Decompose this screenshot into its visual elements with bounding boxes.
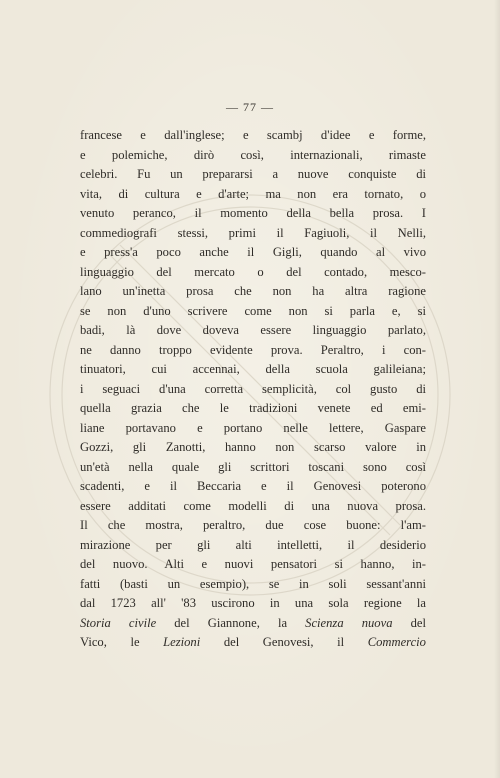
text-line: Il che mostra, peraltro, due cose buone: l'am-: [80, 518, 426, 532]
page-edge-shadow: [494, 0, 500, 778]
text-line-mixed: [80, 614, 426, 634]
text-line: liane portavano e portano nelle lettere, Gaspare: [80, 420, 426, 435]
line-text: Vico, le: [80, 635, 164, 649]
line-text: del Genovesi, il: [200, 635, 368, 649]
text-line: badi, là dove doveva essere linguaggio parlato,: [80, 323, 426, 337]
text-line: fatti (basti un esempio), se in soli sessant'anni: [80, 576, 426, 591]
line-text: del: [392, 615, 426, 630]
text-line: un'età nella quale gli scrittori toscani sono così: [80, 459, 426, 474]
text-line: linguaggio del mercato o del contado, mesco-: [80, 264, 426, 279]
line-text: del Giannone, la: [156, 615, 306, 630]
italic-title: Storia civile: [80, 615, 157, 630]
text-line: ne danno troppo evidente prova. Peraltro, i con-: [80, 342, 426, 357]
text-line: quella grazia che le tradizioni venete ed emi-: [80, 401, 426, 415]
text-line: e polemiche, dirò così, internazionali, rimaste: [80, 147, 426, 162]
text-line: commediografi stessi, primi il Fagiuoli, il Nelli,: [80, 225, 426, 240]
text-line: tinuatori, cui accennai, della scuola galileiana;: [80, 362, 426, 376]
text-line: francese e dall'inglese; e scambj d'idee e forme,: [80, 128, 426, 142]
italic-title: Commercio: [367, 635, 426, 649]
text-line: lano un'inetta prosa che non ha altra ragione: [80, 284, 426, 298]
text-line: i seguaci d'una corretta semplicità, col gusto di: [80, 381, 426, 396]
text-line: se non d'uno scrivere come non si parla e, si: [80, 303, 426, 318]
text-line: e press'a poco anche il Gigli, quando al vivo: [80, 245, 426, 259]
text-line: essere additati come modelli di una nuova prosa.: [80, 498, 426, 513]
text-line: scadenti, e il Beccaria e il Genovesi poterono: [80, 479, 426, 493]
text-line: vita, di cultura e d'arte; ma non era tornato, o: [80, 186, 426, 201]
text-line: Gozzi, gli Zanotti, hanno non scarso valore in: [80, 440, 426, 454]
text-line: celebri. Fu un prepararsi a nuove conquiste di: [80, 167, 426, 181]
text-line-mixed: [80, 633, 426, 653]
italic-title: Scienza nuova: [305, 615, 393, 630]
page-number: — 77 —: [226, 100, 274, 114]
text-line: mirazione per gli alti intelletti, il desiderio: [80, 537, 426, 552]
text-line: del nuovo. Alti e nuovi pensatori si hanno, in-: [80, 557, 426, 571]
text-line: venuto peranco, il momento della bella prosa. I: [80, 206, 426, 220]
italic-title: Lezioni: [163, 635, 201, 649]
body-text: [80, 126, 426, 653]
text-line: dal 1723 all' '83 uscirono in una sola regione la: [80, 596, 426, 610]
